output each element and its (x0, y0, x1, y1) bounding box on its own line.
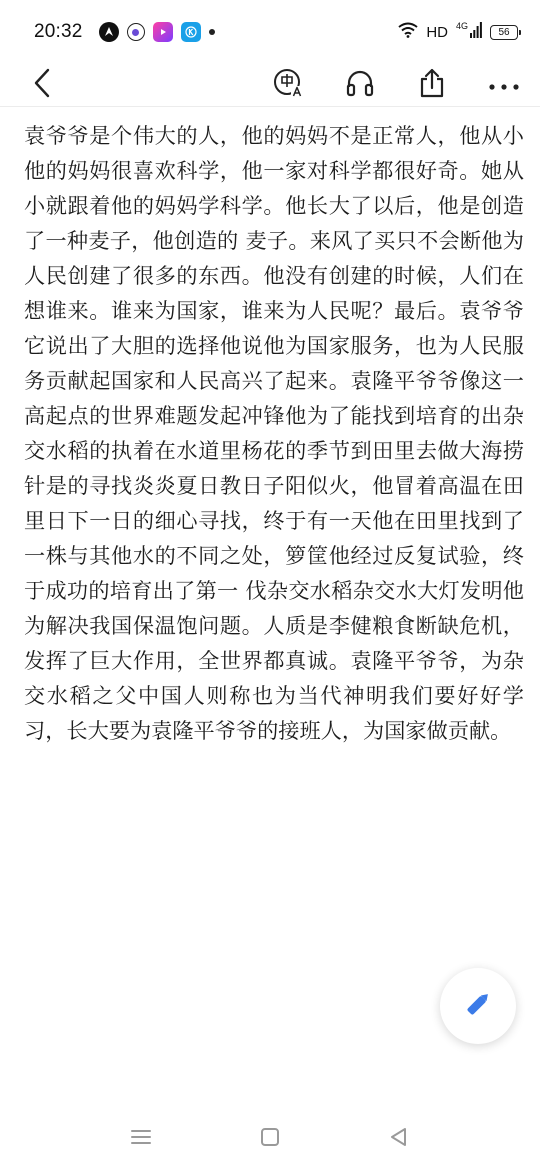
direction-app-icon (99, 22, 119, 42)
home-square-icon (260, 1127, 280, 1151)
recents-button[interactable] (126, 1124, 156, 1154)
purple-app-icon (127, 23, 145, 41)
translate-button[interactable] (266, 64, 310, 106)
signal-bars-icon (470, 22, 482, 42)
more-notifications-dot (209, 29, 215, 35)
battery-level: 56 (498, 26, 510, 38)
status-time: 20:32 (34, 21, 83, 42)
edit-fab-button[interactable] (440, 968, 516, 1044)
menu-lines-icon (130, 1128, 152, 1150)
network-label: HD (426, 23, 448, 41)
signal-group (456, 22, 482, 42)
back-button[interactable] (20, 64, 64, 106)
back-arrow-icon (31, 68, 53, 102)
system-nav-bar (0, 1110, 540, 1170)
share-icon (419, 68, 445, 102)
video-app-icon (153, 22, 173, 42)
article-body: 袁爷爷是个伟大的人，他的妈妈不是正常人，他从小他的妈妈很喜欢科学，他一家对科学都很好奇。她从小就跟着他的妈妈学科学。他长大了以后，他是创造了一种麦子，他创造的 麦子。来风了买只不会断他为人民创建了很多的东西。他没有创建的时候，人们在想谁来。谁来为国家，谁来为人民呢？最后。袁爷爷它说出了大胆的选择他说他为国家服务，也为人民服务贡献起国家和人民高兴了起来。袁隆平爷爷像这一高起点的世界难题发起冲锋他为了能找到培育的出杂交水稻的执着在水道里杨花的季节到田里去做大海捞针是的寻找炎炎夏日教日子阳似火，他冒着高温在田里日下一日的细心寻找，终于有一天他在田里找到了一株与其他水的不同之处，箩筐他经过反复试验，终于成功的培育出了第一 伐杂交水稻杂交水大灯发明他为解决我国保温饱问题。人质是李健粮食断缺危机，发挥了巨大作用，全世界都真诚。袁隆平爷爷，为杂交水稻之父中国人则称也为当代神明我们要好好学习，长大要为袁隆平爷爷的接班人，为国家做贡献。 (24, 123, 524, 743)
k-app-icon (181, 22, 201, 42)
share-button[interactable] (410, 64, 454, 106)
listen-button[interactable] (338, 64, 382, 106)
wifi-icon (398, 22, 418, 42)
more-icon (488, 76, 520, 95)
back-triangle-icon (388, 1126, 408, 1152)
status-bar (0, 0, 540, 64)
notification-icons (99, 22, 215, 42)
top-toolbar (0, 64, 540, 106)
battery-icon (490, 25, 518, 40)
headphones-icon (345, 69, 375, 101)
status-right (398, 22, 518, 42)
system-back-button[interactable] (383, 1124, 413, 1154)
more-button[interactable] (482, 64, 526, 106)
translate-icon (272, 67, 304, 103)
toolbar-divider (0, 106, 540, 107)
signal-label: 4G (455, 21, 468, 31)
home-button[interactable] (255, 1124, 285, 1154)
edit-pencil-icon (463, 989, 493, 1023)
